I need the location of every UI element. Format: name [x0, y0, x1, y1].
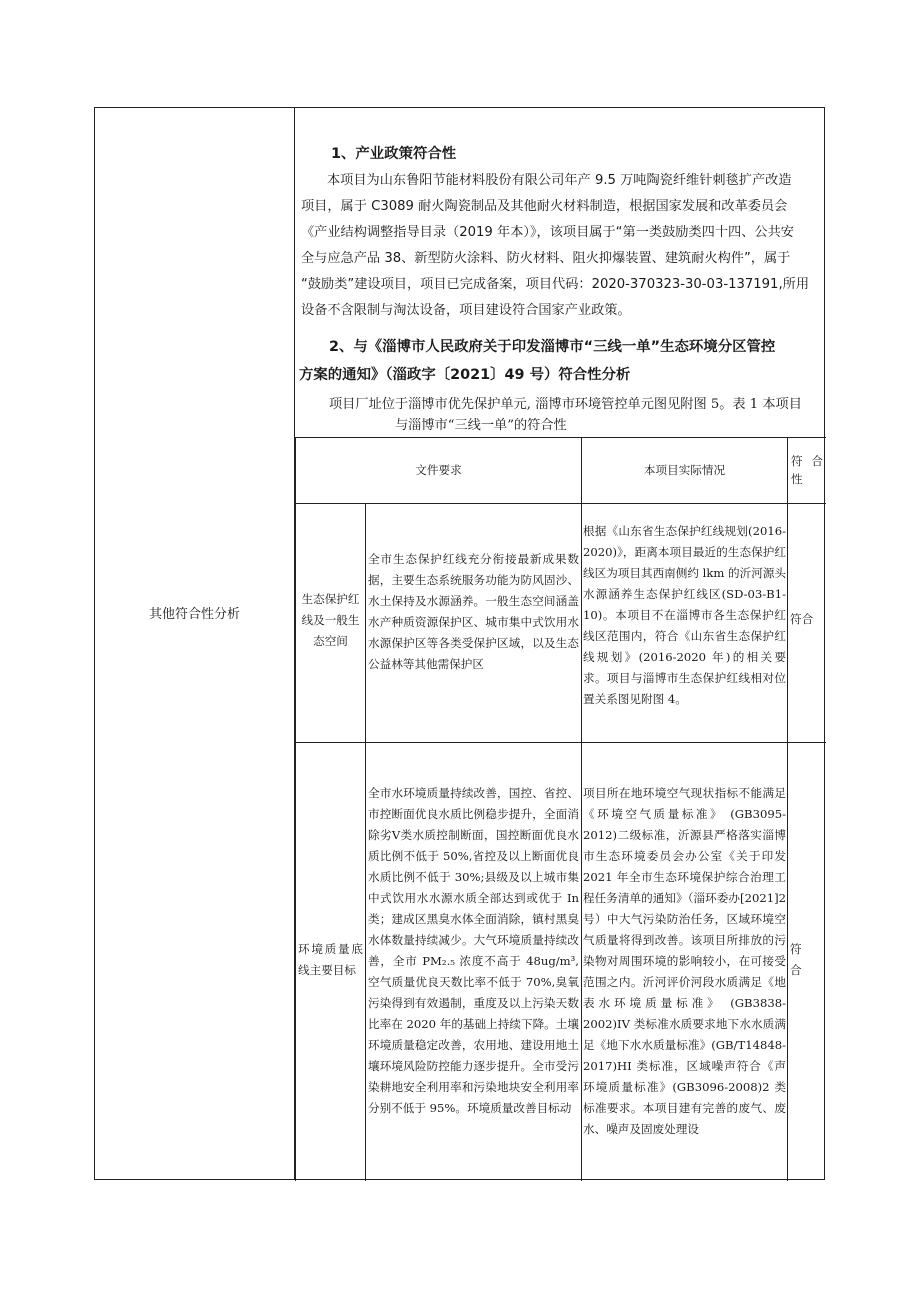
header-cell-actual [581, 437, 787, 503]
row2-actual-cell [581, 742, 787, 1181]
header-actual: 本项目实际情况 [643, 463, 726, 477]
row1-requirement-cell [365, 503, 581, 742]
main-table [94, 107, 825, 1180]
row1-requirement: 全市生态保护红线充分衔接最新成果数据，主要生态系统服务功能为防风固沙、水土保持及水源涵养。一般生态空间涵盖水产种质资源保护区、城市集中式饮用水水源保护区等各类受保护区域，以及生态公益林等其他需保护区 [368, 552, 579, 671]
section1-heading: 1、产业政策符合性 [331, 146, 457, 162]
row1-category-cell [295, 503, 365, 742]
row2-actual: 项目所在地环境空气现状指标不能满足《环境空气质量标准》 (GB3095-2012)二级标准，沂源县严格落实淄博市生态环境委员会办公室《关于印发 2021 年全市生态环境保护综合治理工程任务清单的通知》（淄环委办[2021]2 号）中大气污染防治任务，区域环境空气质量将得到改善。该项目所排放的污染物对周围环境的影响较小，在可接受范围之内。沂河评价河段水质满足《地表水环境质量标准》 (GB3838-2002)IV 类标准水质要求地下水水质满足《地下水水质量标准》(GB/T14848-2017)HI 类标准，区域噪声符合《声环境质量标准》(GB3096-2008)2 类标准要求。本项目建有完善的废气、废水、噪声及固废处理设 [583, 786, 786, 1136]
section1-line3: 《产业结构调整指导目录（2019 年本）》，该项目属于“第一类鼓励类四十四、公共安 [301, 225, 794, 240]
row1-compliance-cell [787, 503, 826, 742]
header-cell-requirement [295, 437, 581, 503]
row1-compliance: 符合 [790, 612, 814, 626]
row1-actual: 根据《山东省生态保护红线规划(2016-2020)》，距离本项目最近的生态保护红线区为项目其西南侧约 lkm 的沂河源头水源涵养生态保护红线区(SD-03-B1-10)。本项目不在淄博市各生态保护红线区范围内，符合《山东省生态保护红线规划》(2016-2020 年)的相关要求。项目与淄博市生态保护红线相对位置关系图见附图 4。 [583, 524, 787, 706]
section1-line2: 项目，属于 C3089 耐火陶瓷制品及其他耐火材料制造，根据国家发展和改革委员会 [301, 199, 788, 214]
header-cell-compliance [787, 437, 826, 503]
section2-heading-line1: 2、与《淄博市人民政府关于印发淄博市“三线一单”生态环境分区管控 [329, 339, 776, 355]
row2-requirement: 全市水环境质量持续改善，国控、省控、市控断面优良水质比例稳步提升，全面消除劣Ⅴ类水质控制断面，国控断面优良水质比例不低于 50%,省控及以上断面优良水质比例不低于 30%;县级及以上城市集中式饮用水水源水质全部达到或优于 In 类；建成区黑臭水体全面消除，镇村黑臭水体数量持续减少。大气环境质量持续改善，全市 PM₂.₅ 浓度不高于 48ug/m³,空气质量优良天数比率不低于 70%,臭氧污染得到有效遏制，重度及以上污染天数比率在 2020 年的基础上持续下降。土壤环境质量稳定改善，农用地、建设用地土壤环境风险防控能力逐步提升。全市受污染耕地安全利用率和污染地块安全利用率分别不低于 95%。环境质量改善目标动 [368, 786, 579, 1115]
row1-actual-cell [581, 503, 787, 742]
row2-compliance: 符合 [790, 942, 802, 977]
section1-line5: “鼓励类”建设项目，项目已完成备案，项目代码：2020-370323-30-03-137191,所用 [301, 277, 810, 292]
header-requirement: 文件要求 [415, 463, 462, 477]
section1-line4: 全与应急产品 38、新型防火涂料、防火材料、阻火抑爆装置、建筑耐火构件”，属于 [301, 251, 791, 266]
section1-line6: 设备不含限制与淘汰设备，项目建设符合国家产业政策。 [301, 303, 631, 318]
section2-paragraph: 项目厂址位于淄博市优先保护单元, 淄博市环境管控单元图见附图 5。表 1 本项目 [329, 397, 802, 412]
header-compliance: 符合性 [791, 454, 823, 486]
row2-requirement-cell [365, 742, 581, 1181]
table-caption: 与淄博市“三线一单”的符合性 [395, 418, 567, 433]
section1-line1: 本项目为山东鲁阳节能材料股份有限公司年产 9.5 万吨陶瓷纤维针刺毯扩产改造 [327, 173, 792, 188]
compliance-table [295, 437, 826, 1181]
left-category-label: 其他符合性分析 [148, 607, 240, 622]
row2-compliance-cell [787, 742, 826, 1181]
section2-heading-line2: 方案的通知》（淄政字〔2021〕49 号）符合性分析 [299, 367, 631, 383]
row2-category: 环境质量底线主要目标 [298, 942, 363, 977]
row2-category-cell [295, 742, 365, 1181]
row1-category: 生态保护红线及一般生态空间 [301, 592, 360, 648]
